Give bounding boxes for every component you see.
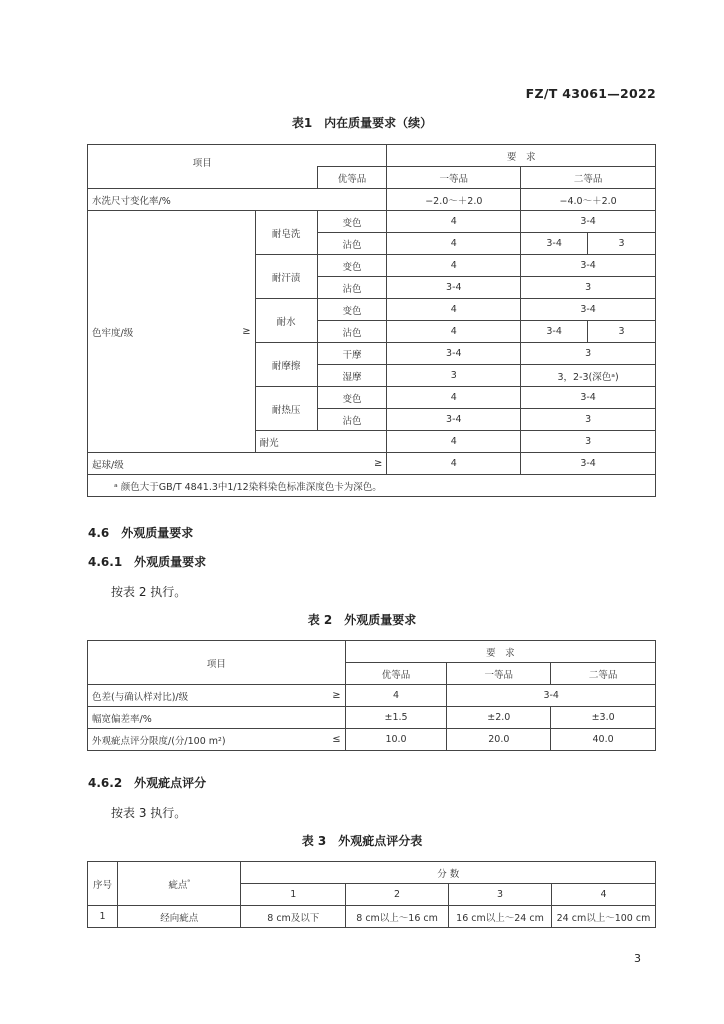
t1m-water-change-g3: 3-4 bbox=[521, 299, 656, 321]
t2-grade-second: 二等品 bbox=[551, 663, 656, 685]
t2-defect-limit-g3: 40.0 bbox=[551, 729, 656, 751]
t1m-size-g3: −4.0～＋2.0 bbox=[521, 189, 656, 211]
table3-caption: 表 3 外观疵点评分表 bbox=[301, 834, 423, 848]
t1m-water-change-g2: 4 bbox=[387, 299, 521, 321]
t1m-heat-stain: 沾色 bbox=[317, 409, 387, 431]
t1m-water-stain-g3b: 3 bbox=[588, 321, 656, 343]
t2-width-dev-g1: ±1.5 bbox=[345, 707, 447, 729]
table1-caption: 表1 内在质量要求（续） bbox=[291, 116, 433, 130]
t2-color-diff-label: 色差(与确认样对比)/级 bbox=[92, 691, 189, 703]
section-4-6-heading: 4.6 外观质量要求 bbox=[88, 526, 194, 540]
t1m-grade-first: 一等品 bbox=[387, 167, 521, 189]
t3-r1-s2: 8 cm以上～16 cm bbox=[346, 906, 449, 928]
t3-r1-s1: 8 cm及以下 bbox=[241, 906, 346, 928]
t3-r1-seq: 1 bbox=[88, 906, 118, 928]
t1m-pilling-g2: 4 bbox=[387, 453, 521, 475]
t1m-requirement: 要 求 bbox=[387, 145, 656, 167]
t1m-size-g2: −2.0～＋2.0 bbox=[387, 189, 521, 211]
t3-defect-header-sup: ᵃ bbox=[187, 877, 191, 886]
t3-score-header: 分 数 bbox=[241, 862, 656, 884]
t1m-light-g2: 4 bbox=[387, 431, 521, 453]
t1m-cf-cell bbox=[88, 211, 256, 453]
t1m-cf-mark: ≥ bbox=[242, 326, 251, 337]
t1m-soap-change: 变色 bbox=[317, 211, 387, 233]
section-4-6-1-heading: 4.6.1 外观质量要求 bbox=[88, 555, 207, 569]
t1m-soap-stain-g3a: 3-4 bbox=[521, 233, 588, 255]
t1m-soap-change-g3: 3-4 bbox=[521, 211, 656, 233]
table2 bbox=[87, 640, 656, 751]
t2-width-dev-g2: ±2.0 bbox=[447, 707, 551, 729]
t1m-sweat-change-g3: 3-4 bbox=[521, 255, 656, 277]
t1m-soap-stain: 沾色 bbox=[317, 233, 387, 255]
section-4-6-1-body: 按表 2 执行。 bbox=[111, 585, 187, 599]
t3-score-1: 1 bbox=[241, 884, 346, 906]
t2-defect-limit-g1: 10.0 bbox=[345, 729, 447, 751]
t2-grade-excellent: 优等品 bbox=[345, 663, 447, 685]
section-4-6-2-heading: 4.6.2 外观疵点评分 bbox=[88, 776, 207, 790]
t1m-soap-change-g2: 4 bbox=[387, 211, 521, 233]
t1m-heat-stain-g3: 3 bbox=[521, 409, 656, 431]
t1m-light-g3: 3 bbox=[521, 431, 656, 453]
t1m-cf-label: 色牢度/级 bbox=[92, 327, 134, 339]
t1m-rub-dry: 干摩 bbox=[317, 343, 387, 365]
t1m-size-label: 水洗尺寸变化率/% bbox=[88, 189, 387, 211]
t2-color-diff-g1: 4 bbox=[345, 685, 447, 707]
t1m-soap-stain-g3b: 3 bbox=[588, 233, 656, 255]
t3-r1-s3: 16 cm以上～24 cm bbox=[449, 906, 552, 928]
t1m-pilling-label: 起球/级 bbox=[92, 459, 124, 471]
t3-defect-header-label: 疵点 bbox=[168, 879, 188, 891]
t2-item: 项目 bbox=[88, 641, 346, 685]
t2-defect-limit-cell bbox=[88, 729, 346, 751]
t3-seq-header: 序号 bbox=[88, 862, 118, 906]
t1m-item-label: 项目 bbox=[192, 158, 212, 170]
section-4-6-2-body: 按表 3 执行。 bbox=[111, 806, 187, 820]
t3-score-2: 2 bbox=[346, 884, 449, 906]
t2-width-dev-g3: ±3.0 bbox=[551, 707, 656, 729]
t1m-pilling-cell bbox=[88, 453, 387, 475]
t1m-rub-dry-g2: 3-4 bbox=[387, 343, 521, 365]
t2-defect-limit-g2: 20.0 bbox=[447, 729, 551, 751]
table1-main bbox=[87, 144, 656, 497]
table2-caption: 表 2 外观质量要求 bbox=[307, 613, 417, 627]
t1m-rub-wet-g2: 3 bbox=[387, 365, 521, 387]
t1m-water-stain: 沾色 bbox=[317, 321, 387, 343]
t1m-heat-change-g2: 4 bbox=[387, 387, 521, 409]
t2-defect-limit-mark: ≤ bbox=[332, 734, 341, 745]
t1m-soap-stain-g2: 4 bbox=[387, 233, 521, 255]
t1m-rub: 耐摩擦 bbox=[255, 343, 317, 387]
t3-r1-defect: 经向疵点 bbox=[117, 906, 240, 928]
t1m-heat-change: 变色 bbox=[317, 387, 387, 409]
t1m-water-change: 变色 bbox=[317, 299, 387, 321]
t1m-soap: 耐皂洗 bbox=[255, 211, 317, 255]
t1m-water: 耐水 bbox=[255, 299, 317, 343]
t3-defect-header bbox=[117, 862, 240, 906]
table3 bbox=[87, 861, 656, 928]
t1m-sweat-stain-g2: 3-4 bbox=[387, 277, 521, 299]
t1m-pilling-g3: 3-4 bbox=[521, 453, 656, 475]
t3-score-4: 4 bbox=[551, 884, 655, 906]
t1m-item bbox=[88, 158, 318, 189]
t1m-footnote: ᵃ 颜色大于GB/T 4841.3中1/12染料染色标准深度色卡为深色。 bbox=[88, 475, 656, 497]
t2-color-diff-g23: 3-4 bbox=[447, 685, 656, 707]
t1m-rub-wet-g3: 3，2-3(深色ᵃ) bbox=[521, 365, 656, 387]
t1m-water-stain-g2: 4 bbox=[387, 321, 521, 343]
t1m-sweat: 耐汗渍 bbox=[255, 255, 317, 299]
t1m-heat: 耐热压 bbox=[255, 387, 317, 431]
t1m-sweat-stain-g3: 3 bbox=[521, 277, 656, 299]
t1m-heat-change-g3: 3-4 bbox=[521, 387, 656, 409]
page-number: 3 bbox=[634, 952, 641, 965]
t2-requirement: 要 求 bbox=[345, 641, 655, 663]
t2-color-diff-cell bbox=[88, 685, 346, 707]
t2-color-diff-mark: ≥ bbox=[332, 690, 341, 701]
t1m-pilling-mark: ≥ bbox=[374, 458, 383, 469]
t1m-rub-wet: 湿摩 bbox=[317, 365, 387, 387]
standard-number: FZ/T 43061—2022 bbox=[525, 86, 656, 101]
t2-grade-first: 一等品 bbox=[447, 663, 551, 685]
t1m-grade-excellent: 优等品 bbox=[317, 167, 387, 189]
t1m-sweat-change-g2: 4 bbox=[387, 255, 521, 277]
t1m-light: 耐光 bbox=[255, 431, 387, 453]
t2-defect-limit-label: 外观疵点评分限度/(分/100 m²) bbox=[92, 735, 226, 747]
t1m-sweat-change: 变色 bbox=[317, 255, 387, 277]
t1m-heat-stain-g2: 3-4 bbox=[387, 409, 521, 431]
t1m-grade-second: 二等品 bbox=[521, 167, 656, 189]
t1m-sweat-stain: 沾色 bbox=[317, 277, 387, 299]
t2-width-dev-label: 幅宽偏差率/% bbox=[88, 707, 346, 729]
t1m-water-stain-g3a: 3-4 bbox=[521, 321, 588, 343]
t3-r1-s4: 24 cm以上～100 cm bbox=[551, 906, 655, 928]
t3-score-3: 3 bbox=[449, 884, 552, 906]
t1m-rub-dry-g3: 3 bbox=[521, 343, 656, 365]
